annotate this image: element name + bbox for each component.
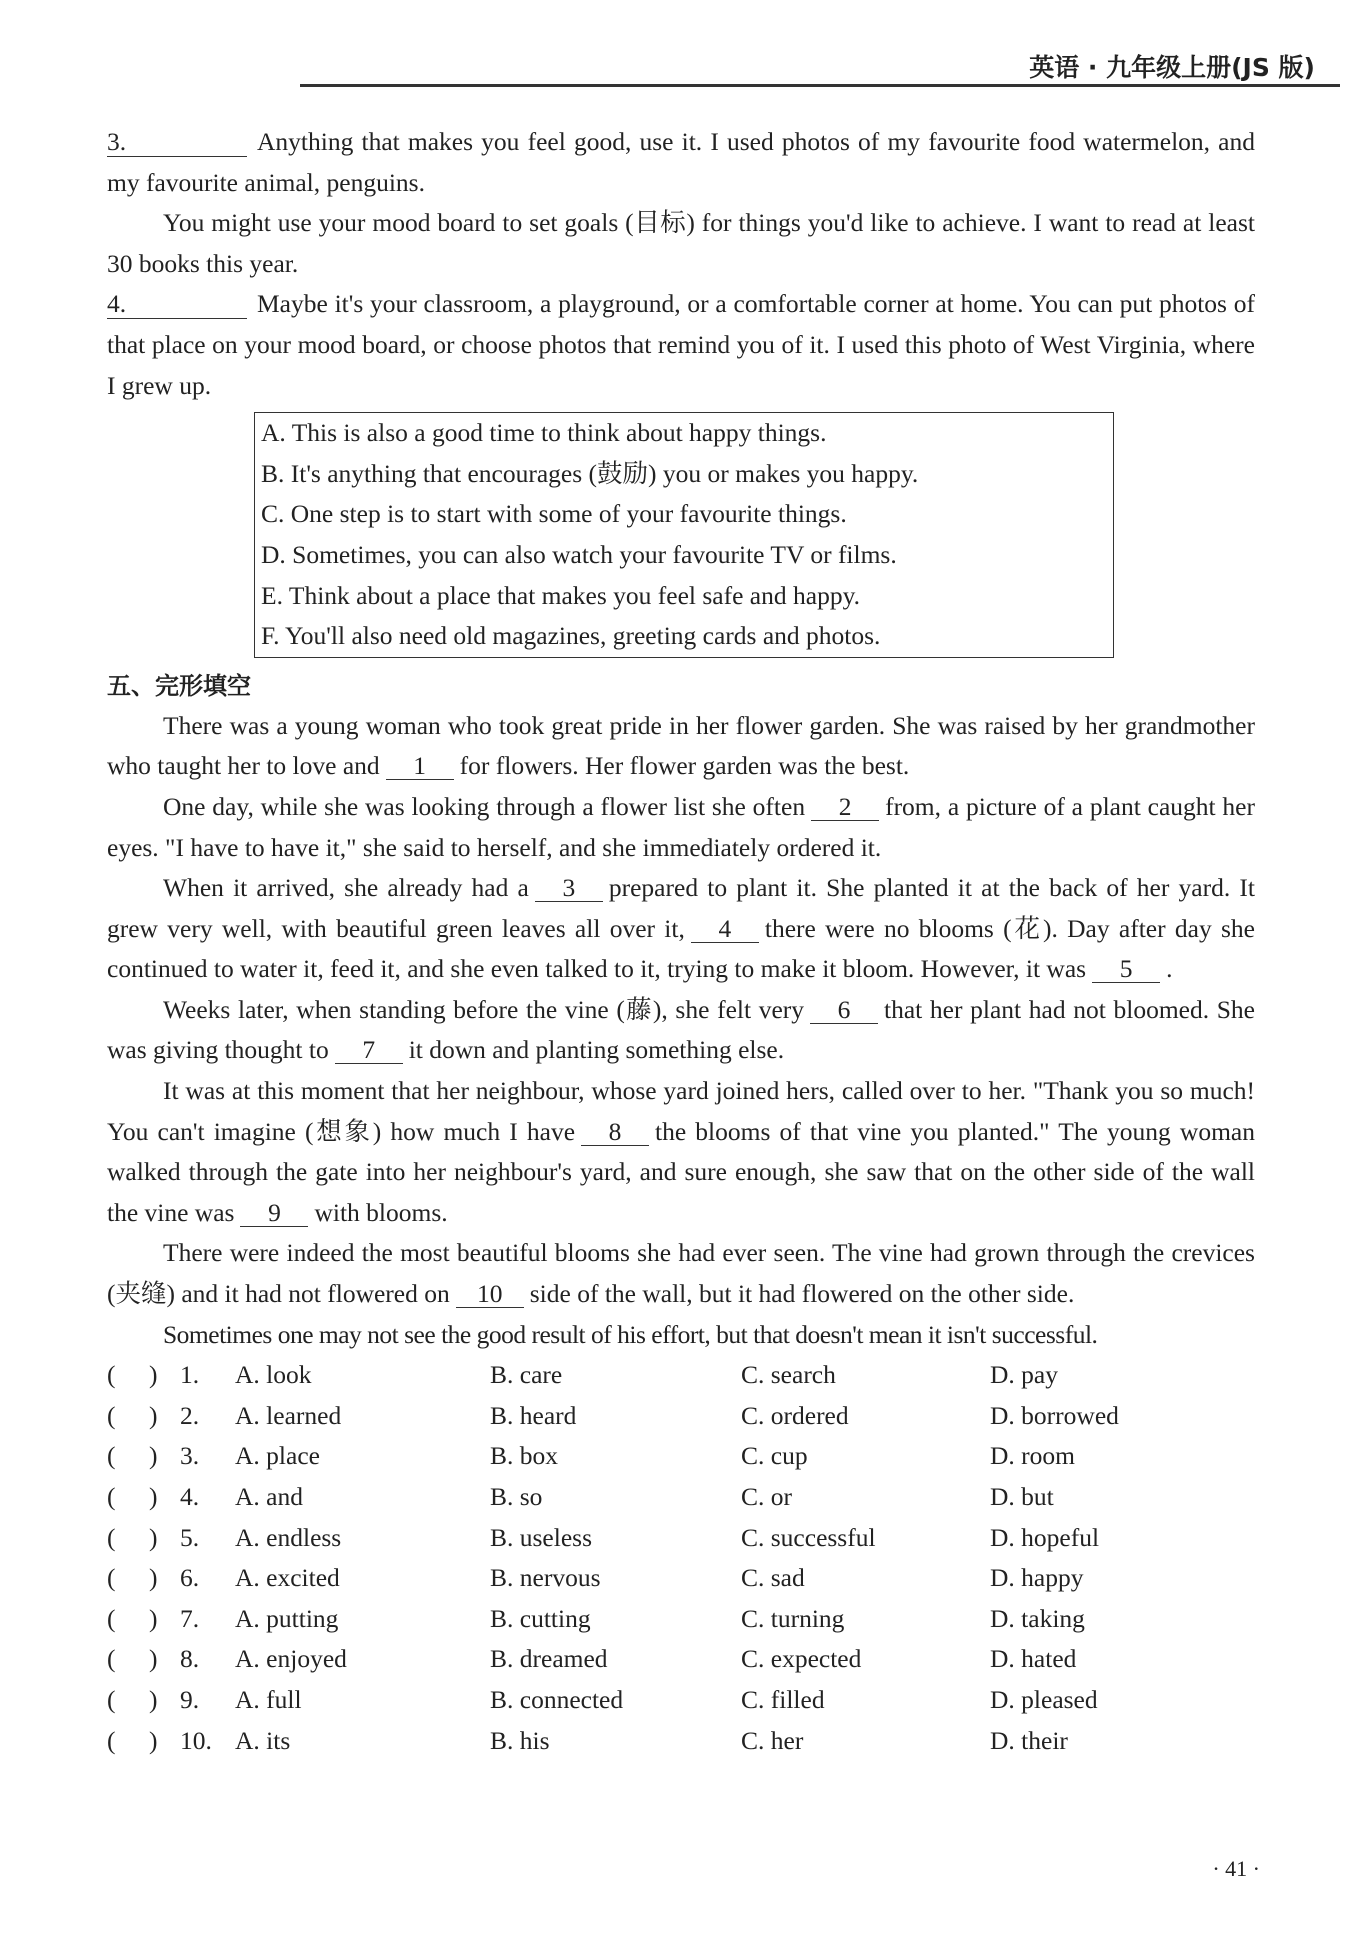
- choice-c: C. cup: [741, 1441, 808, 1471]
- choice-c: C. her: [741, 1725, 804, 1755]
- option-b: B. It's anything that encourages (鼓励) you or makes you happy.: [261, 458, 919, 488]
- cloze-blank: 6: [810, 997, 878, 1024]
- choice-d: D. hopeful: [990, 1522, 1100, 1552]
- reading-paragraph-3: [107, 122, 1255, 203]
- cloze-blank: 10: [456, 1281, 524, 1308]
- choice-d: D. pleased: [990, 1684, 1098, 1714]
- choice-a: A. excited: [235, 1563, 340, 1593]
- choice-b: B. his: [490, 1725, 550, 1755]
- answer-bracket: (: [107, 1603, 116, 1633]
- choice-a: A. its: [235, 1725, 291, 1755]
- choice-a: A. putting: [235, 1603, 339, 1633]
- question-number: 10.: [180, 1725, 212, 1755]
- answer-bracket-close: ): [149, 1563, 158, 1593]
- cloze-blank: 1: [386, 753, 454, 780]
- question-number: 9.: [180, 1684, 200, 1714]
- question-row: [107, 1518, 1255, 1559]
- option-d: D. Sometimes, you can also watch your favourite TV or films.: [261, 539, 897, 569]
- answer-bracket: (: [107, 1644, 116, 1674]
- answer-bracket: (: [107, 1400, 116, 1430]
- choice-c: C. filled: [741, 1684, 825, 1714]
- choice-b: B. cutting: [490, 1603, 591, 1633]
- reading-paragraph-4: [107, 284, 1255, 406]
- question-row: [107, 1355, 1255, 1396]
- option-a: A. This is also a good time to think about happy things.: [261, 418, 827, 448]
- choice-b: B. care: [490, 1360, 563, 1390]
- header-rule: [300, 84, 1340, 87]
- question-number: 3.: [180, 1441, 200, 1471]
- answer-bracket-close: ): [149, 1725, 158, 1755]
- page-content: [107, 122, 1255, 1761]
- option-c: C. One step is to start with some of your favourite things.: [261, 499, 847, 529]
- answer-bracket: (: [107, 1522, 116, 1552]
- cloze-blank: 8: [581, 1119, 649, 1146]
- question-number: 2.: [180, 1400, 200, 1430]
- question-number: 6.: [180, 1563, 200, 1593]
- answer-bracket-close: ): [149, 1482, 158, 1511]
- choice-b: B. so: [490, 1482, 543, 1511]
- cloze-paragraph: There were indeed the most beautiful blooms she had ever seen. The vine had grown through the crevices (夹缝) and it had not flowered on 10 side of the wall, but it had flowered on the other side.: [107, 1238, 1255, 1309]
- question-row: [107, 1396, 1255, 1437]
- choice-b: B. box: [490, 1441, 559, 1471]
- answer-bracket-close: ): [149, 1522, 158, 1552]
- question-blank-3: 3.: [107, 128, 247, 157]
- answer-bracket: (: [107, 1360, 116, 1390]
- cloze-blank: 7: [335, 1037, 403, 1064]
- choice-a: A. learned: [235, 1400, 342, 1430]
- question-number: 8.: [180, 1644, 200, 1674]
- question-blank-4: 4.: [107, 290, 247, 319]
- choice-d: D. pay: [990, 1360, 1058, 1390]
- answer-bracket: (: [107, 1441, 116, 1471]
- choice-d: D. hated: [990, 1644, 1077, 1674]
- cloze-paragraph: One day, while she was looking through a flower list she often 2 from, a picture of a plant caught her eyes. "I have to have it," she said to herself, and she immediately ordered it.: [107, 791, 1255, 862]
- answer-bracket-close: ): [149, 1441, 158, 1471]
- answer-bracket-close: ): [149, 1400, 158, 1430]
- cloze-blank: 9: [240, 1200, 308, 1227]
- page-number: · 41 ·: [1212, 1856, 1260, 1881]
- question-row: [107, 1680, 1255, 1721]
- answer-bracket: (: [107, 1482, 116, 1511]
- choice-c: C. expected: [741, 1644, 862, 1674]
- choice-b: B. dreamed: [490, 1644, 608, 1674]
- reading-paragraph-goals: You might use your mood board to set goals (目标) for things you'd like to achieve. I want to read at least 30 books this year.: [107, 208, 1255, 278]
- cloze-blank: 4: [691, 916, 759, 943]
- cloze-summary: Sometimes one may not see the good result of his effort, but that doesn't mean it isn't successful.: [163, 1319, 1098, 1349]
- choice-b: B. nervous: [490, 1563, 601, 1593]
- choice-d: D. their: [990, 1725, 1068, 1755]
- question-row: [107, 1721, 1255, 1762]
- choice-c: C. ordered: [741, 1400, 849, 1430]
- choice-a: A. enjoyed: [235, 1644, 347, 1674]
- answer-bracket: (: [107, 1725, 116, 1755]
- question-row: [107, 1639, 1255, 1680]
- choice-d: D. room: [990, 1441, 1075, 1471]
- choice-d: D. but: [990, 1482, 1054, 1511]
- question-number: 4.: [180, 1482, 200, 1511]
- choice-a: A. place: [235, 1441, 320, 1471]
- choice-c: C. sad: [741, 1563, 805, 1593]
- page-header: [0, 0, 1350, 90]
- choice-a: A. look: [235, 1360, 312, 1390]
- question-row: [107, 1477, 1255, 1518]
- choice-a: A. and: [235, 1482, 303, 1511]
- answer-bracket-close: ): [149, 1644, 158, 1674]
- cloze-paragraph: There was a young woman who took great pride in her flower garden. She was raised by her grandmother who taught her to love and 1 for flowers. Her flower garden was the best.: [107, 710, 1255, 781]
- answer-bracket-close: ): [149, 1684, 158, 1714]
- answer-bracket-close: ): [149, 1360, 158, 1390]
- option-f: F. You'll also need old magazines, greeting cards and photos.: [261, 621, 881, 651]
- cloze-paragraph: Weeks later, when standing before the vine (藤), she felt very 6 that her plant had not bloomed. She was giving thought to 7 it down and planting something else.: [107, 994, 1255, 1065]
- question-row: [107, 1558, 1255, 1599]
- choice-d: D. happy: [990, 1563, 1084, 1593]
- choice-b: B. connected: [490, 1684, 624, 1714]
- choice-b: B. heard: [490, 1400, 577, 1430]
- cloze-blank: 3: [535, 875, 603, 902]
- question-number: 7.: [180, 1603, 200, 1633]
- choice-d: D. taking: [990, 1603, 1085, 1633]
- choice-a: A. full: [235, 1684, 302, 1714]
- paragraph-text: Maybe it's your classroom, a playground, or a comfortable corner at home. You can put photos of that place on your mood board, or choose photos that remind you of it. I used this photo of West Virginia, where I grew up.: [107, 289, 1255, 400]
- answer-bracket: (: [107, 1563, 116, 1593]
- paragraph-text: Anything that makes you feel good, use it. I used photos of my favourite food watermelon, and my favourite animal, penguins.: [107, 127, 1255, 197]
- book-title: 英语 · 九年级上册(JS 版): [1029, 53, 1315, 82]
- choice-a: A. endless: [235, 1522, 342, 1552]
- cloze-blank: 5: [1092, 956, 1160, 983]
- options-box: [254, 412, 1114, 658]
- cloze-paragraph: It was at this moment that her neighbour, whose yard joined hers, called over to her. "Thank you so much! You can't imagine (想象) how much I have 8 the blooms of that vine you planted." The young woman walked through the gate into her neighbour's yard, and sure enough, she saw that on the other side of the wall the vine was 9 with blooms.: [107, 1076, 1255, 1227]
- choice-c: C. successful: [741, 1522, 876, 1552]
- question-number: 5.: [180, 1522, 200, 1552]
- question-number: 1.: [180, 1360, 200, 1390]
- choice-b: B. useless: [490, 1522, 592, 1552]
- choice-c: C. search: [741, 1360, 836, 1390]
- answer-bracket-close: ): [149, 1603, 158, 1633]
- section-title: 五、完形填空: [107, 671, 251, 700]
- cloze-blank: 2: [811, 794, 879, 821]
- answer-bracket: (: [107, 1684, 116, 1714]
- question-list: [107, 1355, 1255, 1761]
- question-row: [107, 1599, 1255, 1640]
- choice-c: C. turning: [741, 1603, 845, 1633]
- question-row: [107, 1436, 1255, 1477]
- option-e: E. Think about a place that makes you feel safe and happy.: [261, 580, 861, 610]
- choice-d: D. borrowed: [990, 1400, 1119, 1430]
- choice-c: C. or: [741, 1482, 792, 1511]
- cloze-paragraph: When it arrived, she already had a 3 prepared to plant it. She planted it at the back of her yard. It grew very well, with beautiful green leaves all over it, 4 there were no blooms (花). Day after day she continued to water it, feed it, and she even talked to it, trying to make it bloom. However, it was 5 .: [107, 873, 1255, 984]
